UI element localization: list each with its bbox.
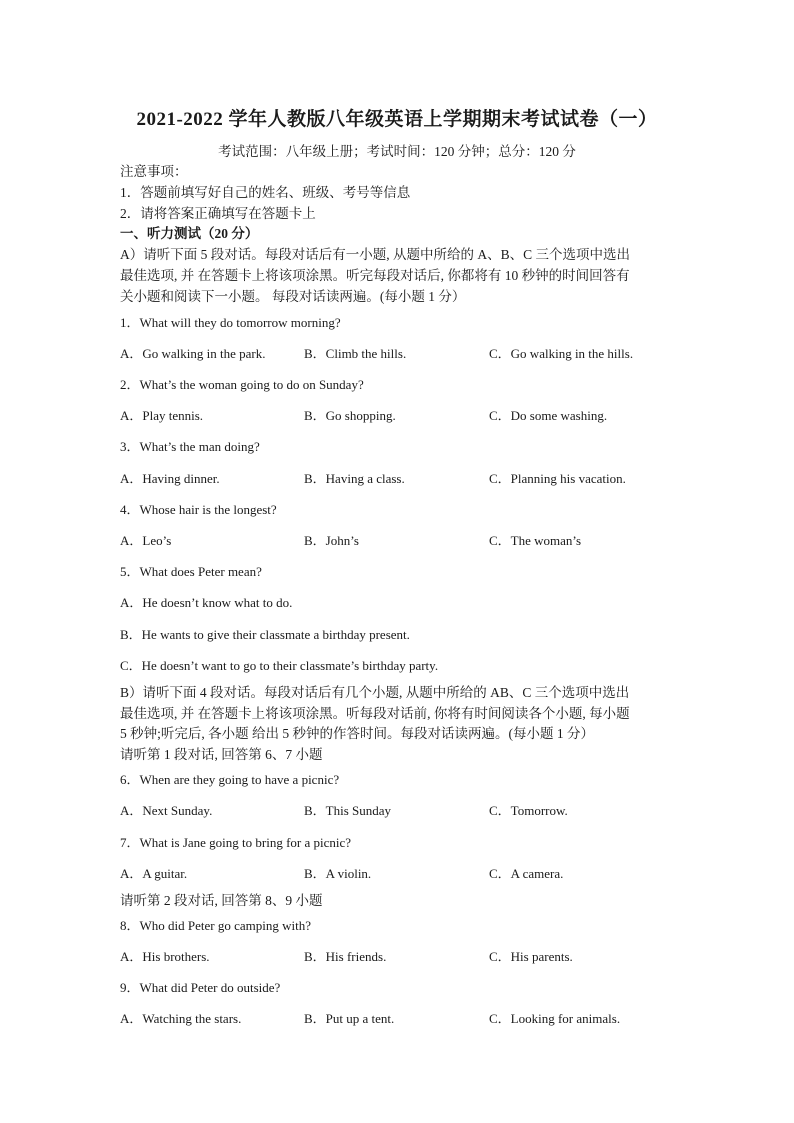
q6-option-b: B．This Sunday [304, 803, 392, 818]
question-3: 3．What’s the man doing? [120, 439, 260, 454]
part-a-instructions-line: 关小题和阅读下一小题。 每段对话读两遍。(每小题 1 分） [120, 289, 466, 304]
q8-option-c: C．His parents. [489, 949, 573, 964]
q9-option-a: A．Watching the stars. [120, 1011, 242, 1026]
q1-option-c: C．Go walking in the hills. [489, 346, 634, 361]
question-1: 1．What will they do tomorrow morning? [120, 315, 341, 330]
q1-option-b: B．Climb the hills. [304, 346, 407, 361]
exam-title: 2021-2022 学年人教版八年级英语上学期期末考试试卷（一） [136, 109, 658, 130]
q4-option-b: B．John’s [304, 533, 359, 548]
q3-option-b: B．Having a class. [304, 471, 405, 486]
q7-option-c: C．A camera. [489, 866, 564, 881]
q1-option-a: A．Go walking in the park. [120, 346, 266, 361]
q5-option-a: A．He doesn’t know what to do. [120, 595, 293, 610]
q7-option-a: A．A guitar. [120, 866, 188, 881]
dialogue-prompt: 请听第 2 段对话, 回答第 8、9 小题 [120, 893, 323, 908]
q4-option-a: A．Leo’s [120, 533, 172, 548]
q2-option-a: A．Play tennis. [120, 408, 204, 423]
part-b-instructions-line: 5 秒钟;听完后, 各小题 给出 5 秒钟的作答时间。每段对话读两遍。(每小题 1 分） [120, 726, 594, 741]
q8-option-b: B．His friends. [304, 949, 387, 964]
question-7: 7．What is Jane going to bring for a picnic? [120, 835, 352, 850]
part-b-instructions-line: B）请听下面 4 段对话。每段对话后有几个小题, 从题中所给的 AB、C 三个选项中选出 [120, 685, 630, 700]
part-b-instructions-line: 最佳选项, 并 在答题卡上将该项涂黑。听每段对话前, 你将有时间阅读各个小题, 每小题 [120, 706, 630, 721]
question-5: 5．What does Peter mean? [120, 564, 262, 579]
question-9: 9．What did Peter do outside? [120, 980, 281, 995]
q9-option-b: B．Put up a tent. [304, 1011, 395, 1026]
q5-option-c: C．He doesn’t want to go to their classmate’s birthday party. [120, 658, 439, 673]
question-2: 2．What’s the woman going to do on Sunday? [120, 377, 364, 392]
part-a-instructions-line: 最佳选项, 并 在答题卡上将该项涂黑。听完每段对话后, 你都将有 10 秒钟的时间回答有 [120, 268, 630, 283]
q3-option-a: A．Having dinner. [120, 471, 220, 486]
dialogue-prompt: 请听第 1 段对话, 回答第 6、7 小题 [120, 747, 323, 762]
notes-heading: 注意事项： [120, 164, 188, 179]
question-4: 4．Whose hair is the longest? [120, 502, 277, 517]
q3-option-c: C．Planning his vacation. [489, 471, 626, 486]
q7-option-b: B．A violin. [304, 866, 372, 881]
q8-option-a: A．His brothers. [120, 949, 210, 964]
question-8: 8．Who did Peter go camping with? [120, 918, 311, 933]
q2-option-c: C．Do some washing. [489, 408, 608, 423]
q2-option-b: B．Go shopping. [304, 408, 396, 423]
q6-option-a: A．Next Sunday. [120, 803, 213, 818]
note-item: 1．答题前填写好自己的姓名、班级、考号等信息 [120, 185, 411, 200]
q9-option-c: C．Looking for animals. [489, 1011, 621, 1026]
q5-option-b: B．He wants to give their classmate a birthday present. [120, 627, 410, 642]
q6-option-c: C．Tomorrow. [489, 803, 568, 818]
section-heading: 一、听力测试（20 分） [120, 226, 259, 241]
exam-subtitle: 考试范围：八年级上册；考试时间：120 分钟；总分：120 分 [218, 144, 576, 159]
part-a-instructions-line: A）请听下面 5 段对话。每段对话后有一小题, 从题中所给的 A、B、C 三个选项中选出 [120, 247, 631, 262]
q4-option-c: C．The woman’s [489, 533, 582, 548]
note-item: 2．请将答案正确填写在答题卡上 [120, 206, 316, 221]
question-6: 6．When are they going to have a picnic? [120, 772, 340, 787]
